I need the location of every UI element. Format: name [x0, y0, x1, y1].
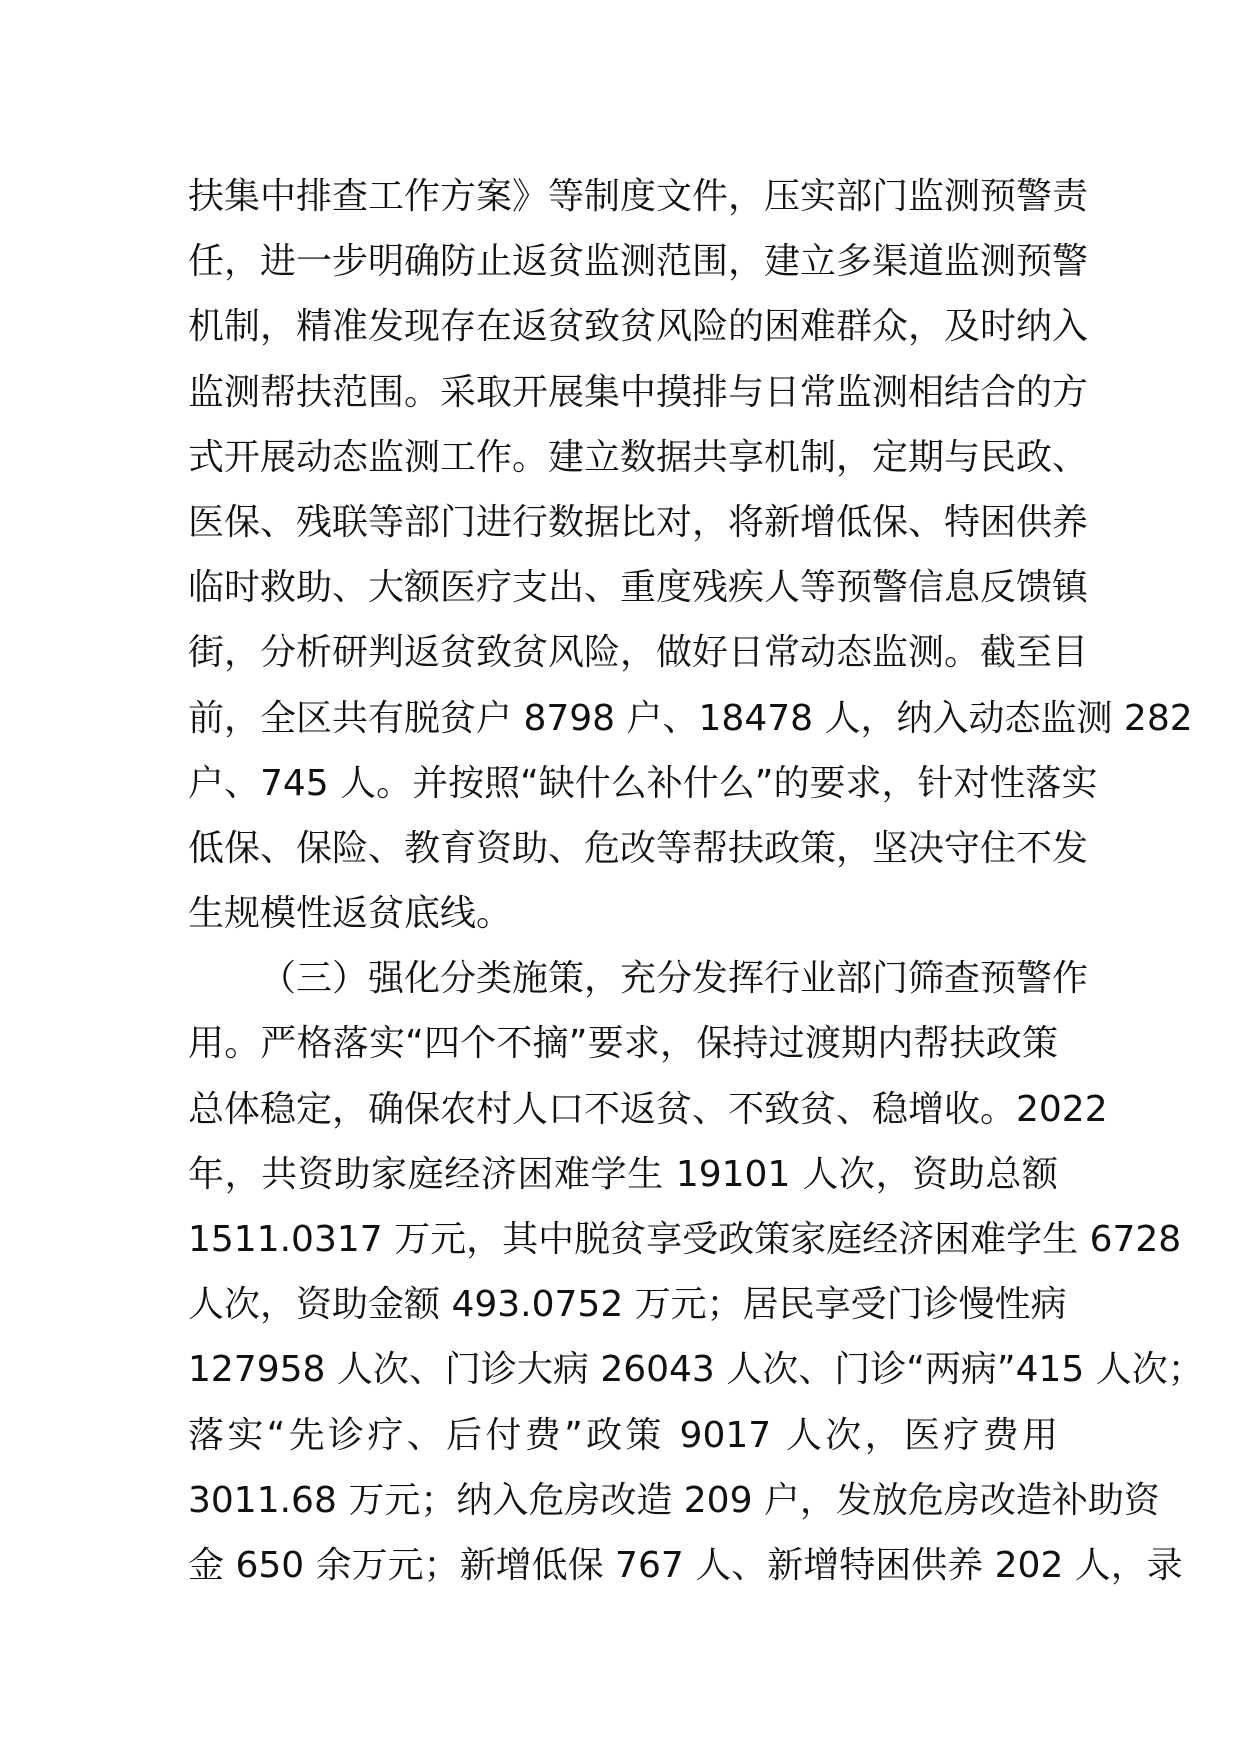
text-line: 式开展动态监测工作。建立数据共享机制，定期与民政、	[188, 436, 1089, 478]
body-text	[188, 164, 1204, 1598]
text-line: 年，共资助家庭经济困难学生 19101 人次，资助总额	[188, 1153, 1058, 1195]
text-line: 1511.0317 万元，其中脱贫享受政策家庭经济困难学生 6728	[188, 1219, 1182, 1260]
text-line: 3011.68 万元；纳入危房改造 209 户，发放危房改造补助资	[188, 1479, 1160, 1521]
text-line: 人次，资助金额 493.0752 万元；居民享受门诊慢性病	[188, 1284, 1067, 1326]
text-line: 户、745 人。并按照“缺什么补什么”的要求，针对性落实	[188, 762, 1098, 804]
text-line: 落实“先诊疗、后付费”政策 9017 人次，医疗费用	[188, 1414, 1058, 1456]
section-heading-line: （三）强化分类施策，充分发挥行业部门筛查预警作	[260, 958, 1089, 1000]
text-line: 127958 人次、门诊大病 26043 人次、门诊“两病”415 人次；	[188, 1349, 1204, 1391]
text-line: 任，进一步明确防止返贫监测范围，建立多渠道监测预警	[188, 241, 1089, 283]
text-line: 医保、残联等部门进行数据比对，将新增低保、特困供养	[188, 501, 1089, 543]
text-line: 总体稳定，确保农村人口不返贫、不致贫、稳增收。2022	[188, 1088, 1108, 1130]
text-line: 机制，精准发现存在返贫致贫风险的困难群众，及时纳入	[188, 306, 1089, 348]
text-line: 临时救助、大额医疗支出、重度残疾人等预警信息反馈镇	[188, 567, 1089, 609]
text-line: 金 650 余万元；新增低保 767 人、新增特困供养 202 人，录	[188, 1544, 1183, 1586]
text-line: 街，分析研判返贫致贫风险，做好日常动态监测。截至目	[188, 632, 1089, 674]
text-line: 生规模性返贫底线。	[188, 893, 513, 935]
text-line: 监测帮扶范围。采取开展集中摸排与日常监测相结合的方	[188, 371, 1089, 413]
text-line: 扶集中排查工作方案》等制度文件，压实部门监测预警责	[188, 176, 1089, 217]
text-line: 前，全区共有脱贫户 8798 户、18478 人，纳入动态监测 282	[188, 697, 1193, 739]
text-line: 用。严格落实“四个不摘”要求，保持过渡期内帮扶政策	[188, 1023, 1058, 1065]
text-line: 低保、保险、教育资助、危改等帮扶政策，坚决守住不发	[188, 827, 1089, 869]
